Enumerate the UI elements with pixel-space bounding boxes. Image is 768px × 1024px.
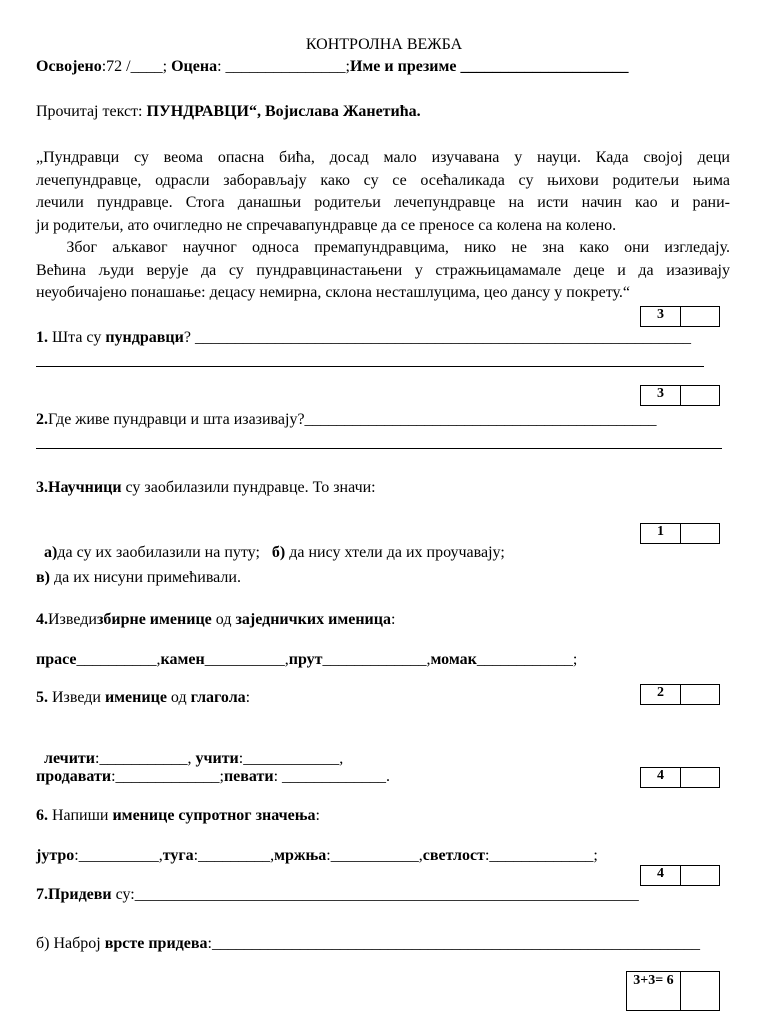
answer-blank[interactable]: ____________; xyxy=(476,651,578,668)
score-box xyxy=(640,767,720,788)
score-empty-cell[interactable] xyxy=(680,972,719,1010)
word-prase: прасе xyxy=(36,651,77,668)
reading-passage xyxy=(36,147,730,305)
answer-blank[interactable]: :__________, xyxy=(74,847,163,864)
answer-blank[interactable]: :_____________; xyxy=(111,768,224,785)
score-empty-cell[interactable] xyxy=(680,524,719,543)
question-keyword: врсте придева xyxy=(104,935,208,952)
intro-prefix: Прочитај текст: xyxy=(36,103,147,120)
question-keyword: Придеви xyxy=(48,886,112,903)
score-points: 4 xyxy=(656,768,664,783)
question-text: од xyxy=(166,689,191,706)
question-text: : xyxy=(390,611,396,628)
answer-blank[interactable]: :___________, xyxy=(95,750,196,767)
answer-line[interactable]: су:_______________________________________________________________ xyxy=(111,886,639,903)
score-empty-cell[interactable] xyxy=(680,866,719,885)
answer-blank[interactable]: __________, xyxy=(204,651,289,668)
passage-line: „Пундравци су веома опасна бића, досад мало изучавана у науци. Када својој деци xyxy=(36,149,730,166)
question-text: Шта су xyxy=(48,329,106,346)
answer-line[interactable]: :_____________________________________________________________ xyxy=(207,935,700,952)
question-keyword: Научници xyxy=(48,479,122,496)
question-number: 2. xyxy=(36,411,48,428)
word-svetlost: светлост xyxy=(422,847,485,864)
word-pevati: певати xyxy=(223,768,274,785)
word-jutro: јутро xyxy=(36,847,75,864)
question-text: Изведи xyxy=(48,611,97,628)
question-text: од xyxy=(211,611,236,628)
passage-line: неуобичајено понашање: децасу немирна, склона несташлуцима, цео дансу у покрету.“ xyxy=(36,284,631,301)
option-row-ab xyxy=(36,523,505,563)
answer-blank[interactable]: :_________, xyxy=(193,847,275,864)
word-prut: прут xyxy=(288,651,323,668)
question-text: : xyxy=(245,689,251,706)
score-points: 3 xyxy=(656,307,664,322)
score-points: 4 xyxy=(656,866,664,881)
answer-blank[interactable]: :____________, xyxy=(238,750,344,767)
question-number: 4. xyxy=(36,611,48,628)
question-text: Изведи xyxy=(48,689,105,706)
question-text: : xyxy=(315,807,320,824)
osvojeno-label: Освојено xyxy=(36,58,102,75)
answer-line-full[interactable] xyxy=(36,448,722,449)
option-a-label[interactable]: а) xyxy=(44,544,58,561)
q6-answers xyxy=(36,846,598,866)
question-keyword: глагола xyxy=(190,689,246,706)
option-a-text[interactable]: да су их заобилазили на путу; xyxy=(57,544,272,561)
score-box xyxy=(640,684,720,705)
q4-answers xyxy=(36,650,577,670)
question-keyword: заједничких именица xyxy=(235,611,391,628)
question-7b xyxy=(36,934,700,954)
question-keyword: пундравци xyxy=(105,329,184,346)
option-b-text[interactable]: да нису хтели да их проучавају; xyxy=(285,544,505,561)
question-keyword: именице супротног значења xyxy=(112,807,316,824)
ime-label: Име и презиме _____________________ xyxy=(349,58,629,75)
score-box xyxy=(640,385,720,406)
option-row-v xyxy=(36,568,241,588)
score-points: 3 xyxy=(656,386,664,401)
score-empty-cell[interactable] xyxy=(680,768,719,787)
page-title: КОНТРОЛНА ВЕЖБА xyxy=(305,36,463,53)
score-empty-cell[interactable] xyxy=(680,307,719,326)
question-text: б) Наброј xyxy=(36,935,105,952)
answer-line[interactable]: ? ______________________________________________________________ xyxy=(183,329,691,346)
word-tuga: туга xyxy=(162,847,194,864)
question-6 xyxy=(36,806,320,826)
ocena-blank: : _______________; xyxy=(217,58,350,75)
word-mrznja: мржња xyxy=(274,847,327,864)
score-box-total xyxy=(626,971,720,1011)
question-7 xyxy=(36,885,639,905)
score-points: 1 xyxy=(656,524,664,539)
question-text: су заобилазили пундравце. То значи: xyxy=(121,479,376,496)
question-number: 3. xyxy=(36,479,48,496)
word-lechiti: лечити xyxy=(44,750,95,767)
answer-blank[interactable]: : _____________. xyxy=(273,768,391,785)
osvojeno-value: :72 /____; xyxy=(101,58,172,75)
question-keyword: збирне именице xyxy=(96,611,212,628)
word-momak: момак xyxy=(430,651,477,668)
answer-blank[interactable]: __________, xyxy=(76,651,161,668)
answer-blank[interactable]: _____________, xyxy=(322,651,431,668)
score-empty-cell[interactable] xyxy=(680,386,719,405)
question-text: Напиши xyxy=(48,807,113,824)
question-text[interactable]: Где живе пундравци и шта изазивају?____________________________________________ xyxy=(48,411,657,428)
passage-line: Већина људи верује да су пундравцинастањени у стражњицамамале деце и да изазивају xyxy=(36,261,730,279)
question-number: 7. xyxy=(36,886,48,903)
answer-blank[interactable]: :___________, xyxy=(326,847,423,864)
question-4 xyxy=(36,610,395,630)
score-box xyxy=(640,865,720,886)
passage-line: Због аљкавог научног односа премапундравцима, нико не зна како они изгледају. xyxy=(36,239,730,256)
question-2 xyxy=(36,410,657,430)
header-info-line xyxy=(36,57,628,77)
word-uchiti: учити xyxy=(195,750,239,767)
score-box xyxy=(640,306,720,327)
score-empty-cell[interactable] xyxy=(680,685,719,704)
question-1 xyxy=(36,328,691,348)
word-prodavati: продавати xyxy=(36,768,112,785)
option-b-label[interactable]: б) xyxy=(271,544,286,561)
answer-line-full[interactable] xyxy=(36,366,704,367)
intro-line xyxy=(36,102,421,122)
ocena-label: Оцена xyxy=(171,58,218,75)
word-kamen: камен xyxy=(160,651,205,668)
question-5 xyxy=(36,688,250,708)
answer-blank[interactable]: :_____________; xyxy=(484,847,598,864)
question-keyword: именице xyxy=(104,689,167,706)
question-number: 1. xyxy=(36,329,48,346)
question-number: 5. xyxy=(36,689,48,706)
score-points: 2 xyxy=(656,685,664,700)
score-box xyxy=(640,523,720,544)
question-3 xyxy=(36,478,376,498)
intro-title: ПУНДРАВЦИ“, Војислава Жанетића. xyxy=(146,103,421,120)
q5-answers-row1 xyxy=(36,729,343,769)
option-v-label[interactable]: в) xyxy=(36,569,50,586)
score-points: 3+3= 6 xyxy=(633,973,674,988)
option-v-text[interactable]: да их нисуни примећивали. xyxy=(49,569,241,586)
passage-line: лечепундравце, одрасли заборављају како су се осећаликада су њихови родитељи њима xyxy=(36,171,730,189)
passage-line: лечили пундравце. Стога данашњи родитељи лечепундравце на исти начин као и рани- xyxy=(36,194,730,211)
q5-answers-row2 xyxy=(36,767,390,787)
question-number: 6. xyxy=(36,807,48,824)
passage-line: ји родитељи, ато очигледно не спречавапундравце да се преносе са колена на колено. xyxy=(36,216,617,234)
